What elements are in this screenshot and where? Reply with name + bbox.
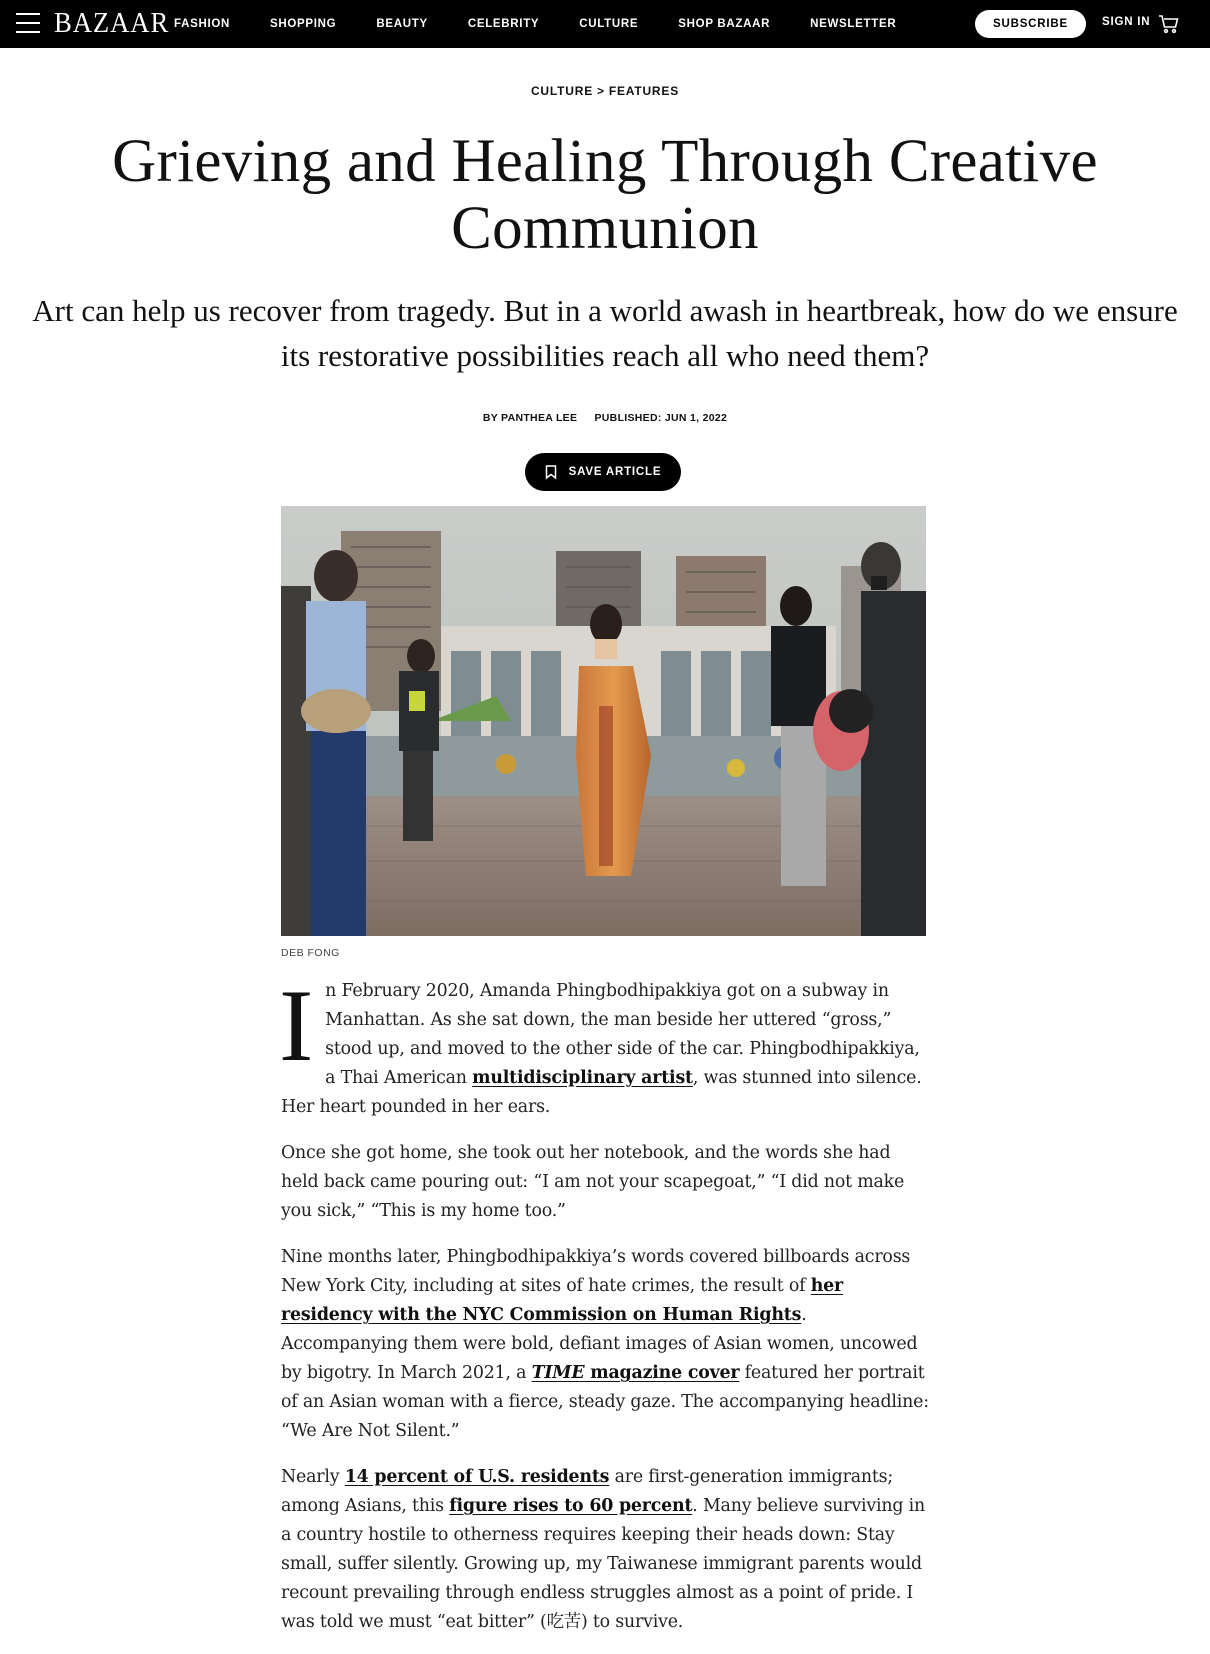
publish-date: PUBLISHED: JUN 1, 2022 [594, 412, 728, 424]
paragraph-4 [281, 1463, 929, 1637]
nav-item-culture[interactable]: CULTURE [579, 18, 639, 30]
paragraph-2: Once she got home, she took out her notebook, and the words she had held back came pouring out: “I am not your scapegoat,” “I did not make you sick,” “This is my home too.” [281, 1143, 905, 1221]
drop-cap: I [279, 969, 314, 1083]
nav-item-shopping[interactable]: SHOPPING [270, 18, 337, 30]
p3-text-3: featured her portrait of an Asian woman with a fierce, steady gaze. The accompanying headline: “We Are Not Silent.” [281, 1363, 929, 1441]
nav-item-beauty[interactable]: BEAUTY [376, 18, 428, 30]
paragraph-3 [281, 1243, 929, 1446]
p4-text-3: . Many believe surviving in a country hostile to otherness requires keeping their heads down: Stay small, suffer silently. Growing up, my Taiwanese immigrant parents would recount prevailing through endless struggles almost as a point of pride. I was told we must “eat bitter” (吃苦) to survive. [281, 1496, 925, 1632]
link-14-percent-residents[interactable]: 14 percent of U.S. residents [344, 1467, 610, 1487]
nav-item-newsletter[interactable]: NEWSLETTER [810, 18, 897, 30]
article-headline [40, 128, 1170, 262]
link-time-magazine-cover[interactable] [532, 1363, 740, 1383]
nav-item-celebrity[interactable]: CELEBRITY [467, 18, 540, 30]
bazaar-logo[interactable]: BAZAAR [54, 7, 170, 39]
main-nav [174, 0, 936, 48]
link-multidisciplinary-artist[interactable]: multidisciplinary artist [472, 1068, 693, 1088]
p3-text-2: . Accompanying them were bold, defiant images of Asian women, uncowed by bigotry. In March 2021, a [281, 1305, 918, 1383]
top-navigation-bar [0, 0, 1210, 48]
save-article-label: SAVE ARTICLE [568, 466, 662, 478]
breadcrumb-separator: > [597, 84, 605, 98]
link-figure-rises-60-percent[interactable]: figure rises to 60 percent [449, 1496, 693, 1516]
byline [0, 412, 1210, 424]
link-time-italic: TIME [531, 1363, 585, 1383]
paragraph-1 [279, 969, 929, 1122]
article-dek: Art can help us recover from tragedy. But in a world awash in heartbreak, how do we ensure its restorative possibilities reach all who need them? [32, 293, 1178, 373]
headline-line-2: Communion [451, 195, 759, 262]
subscribe-button[interactable]: SUBSCRIBE [975, 10, 1086, 38]
p3-text-1: Nine months later, Phingbodhipakkiya’s words covered billboards across New York City, including at sites of hate crimes, the result of [281, 1247, 911, 1296]
author-name[interactable]: BY PANTHEA LEE [482, 412, 578, 424]
link-time-label: magazine cover [584, 1363, 740, 1383]
hero-image [281, 506, 926, 936]
p4-text-2: are first-generation immigrants; among Asians, this [281, 1467, 894, 1516]
breadcrumb-features[interactable]: FEATURES [608, 84, 680, 98]
hamburger-menu-icon[interactable] [16, 13, 40, 33]
headline-line-1: Grieving and Healing Through Creative [112, 128, 1098, 195]
article-body [279, 969, 929, 1654]
image-credit: DEB FONG [281, 947, 340, 959]
p4-text-1: Nearly [281, 1467, 345, 1487]
sign-in-link[interactable]: SIGN IN [1102, 16, 1151, 28]
p1-text-2: , was stunned into silence. Her heart pounded in her ears. [281, 1068, 922, 1117]
breadcrumb [0, 84, 1210, 98]
cart-icon[interactable] [1158, 14, 1180, 34]
bookmark-icon [545, 465, 557, 479]
save-article-button[interactable] [525, 453, 681, 491]
breadcrumb-culture[interactable]: CULTURE [530, 84, 594, 98]
nav-item-fashion[interactable]: FASHION [174, 18, 231, 30]
link-nyc-commission-residency[interactable]: her residency with the NYC Commission on Human Rights [281, 1276, 844, 1325]
p1-text-1: n February 2020, Amanda Phingbodhipakkiya got on a subway in Manhattan. As she sat down, the man beside her uttered “gross,” stood up, and moved to the other side of the car. Phingbodhipakkiya, a Thai American [325, 981, 920, 1088]
nav-item-shop-bazaar[interactable]: SHOP BAZAAR [678, 18, 771, 30]
